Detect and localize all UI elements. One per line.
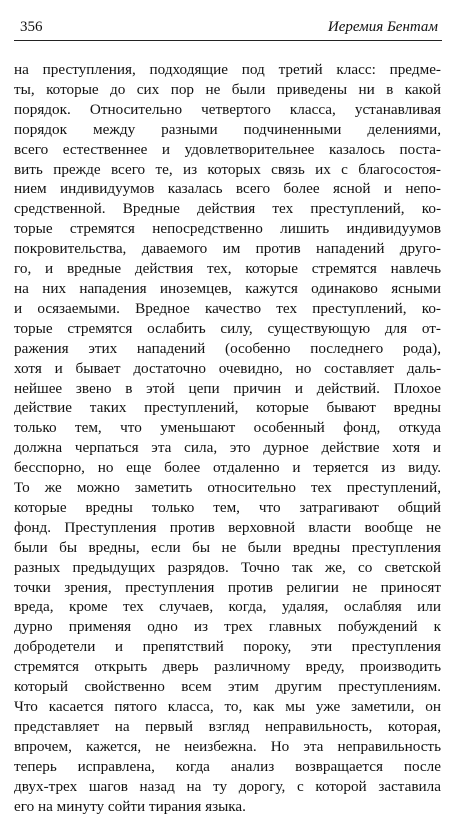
text-line: теперь исправлена, когда анализ возвращается после xyxy=(14,757,441,775)
text-line: хотя и бывает достаточно очевидно, но составляет даль- xyxy=(14,359,441,377)
text-line: всего естественнее и удовлетворительнее казалось поста- xyxy=(14,140,441,158)
running-head xyxy=(14,14,442,41)
text-line: которые вредны только тем, что затрагивают общий xyxy=(14,498,441,516)
text-line: дурно применяя одно из трех главных побуждений к xyxy=(14,618,441,636)
text-line: торые стремятся ослабить силу, существующую для от- xyxy=(14,319,441,337)
page-number: 356 xyxy=(20,19,43,35)
text-line: ражения этих нападений (особенно последнего рода), xyxy=(14,339,441,357)
text-line: вреда, кроме тех случаев, когда, удаляя, ослабляя или xyxy=(14,598,441,616)
text-line: действие таких преступлений, которые бывают вредны xyxy=(14,399,441,417)
text-line: представляет на первый взгляд неправильность, которая, xyxy=(14,717,441,735)
text-line: вить прежде всего те, из которых связь их с благосостоя- xyxy=(14,160,441,178)
text-line: нейшее звено в этой цепи причин и действий. Плохое xyxy=(14,379,441,397)
text-line: должна черпаться эта сила, это дурное действие хотя и xyxy=(14,439,441,457)
text-line: ты, которые до сих пор не были приведены ни в какой xyxy=(14,80,441,98)
text-line: только тем, что уменьшают особенный фонд, откуда xyxy=(14,419,441,437)
text-line: го, и вредные действия тех, которые стремятся навлечь xyxy=(14,260,441,278)
body-text xyxy=(14,60,441,816)
text-line: Что касается пятого класса, то, как мы уже заметили, он xyxy=(14,698,441,715)
text-line: нием индивидуумов казалась всего более ясной и непо- xyxy=(14,180,441,198)
text-line: стремятся открыть дверь различному вреду, производить xyxy=(14,658,441,676)
text-line: на них нападения иноземцев, кажутся одинаково ясными xyxy=(14,279,441,297)
text-line: бесспорно, но еще более отдаленно и теряется из виду. xyxy=(14,459,441,477)
text-line: и осязаемыми. Вредное качество тех преступлений, ко- xyxy=(14,299,441,317)
text-line: который свойственно всем этим другим преступлениям. xyxy=(14,678,441,696)
text-line: То же можно заметить относительно тех преступлений, xyxy=(14,479,441,497)
text-line: его на минуту сойти тирания языка. xyxy=(14,797,246,815)
text-line: средственной. Вредные действия тех преступлений, ко- xyxy=(14,200,441,218)
text-line: двух-трех шагов назад на ту дорогу, с которой заставила xyxy=(14,777,441,795)
text-line: впрочем, кажется, не неизбежна. Но эта неправильность xyxy=(14,737,441,755)
text-line: порядок между разными подчиненными делениями, xyxy=(14,120,441,138)
text-line: добродетели и препятствий пороку, эти преступления xyxy=(14,638,441,656)
text-line: фонд. Преступления против верховной власти вообще не xyxy=(14,518,441,536)
text-line: точки зрения, преступления против религии не приносят xyxy=(14,578,441,596)
text-line: покровительства, даваемого им против нападений друго- xyxy=(14,240,441,258)
text-line: порядок. Относительно четвертого класса, устанавливая xyxy=(14,100,441,118)
running-title: Иеремия Бентам xyxy=(327,19,438,35)
text-line: торые стремятся непосредственно лишить индивидуумов xyxy=(14,220,441,238)
text-line: на преступления, подходящие под третий класс: предме- xyxy=(14,61,441,78)
text-line: разных предыдущих разрядов. Точно так же, со светской xyxy=(14,558,441,576)
text-line: были бы вредны, если бы не были вредны преступления xyxy=(14,538,441,556)
